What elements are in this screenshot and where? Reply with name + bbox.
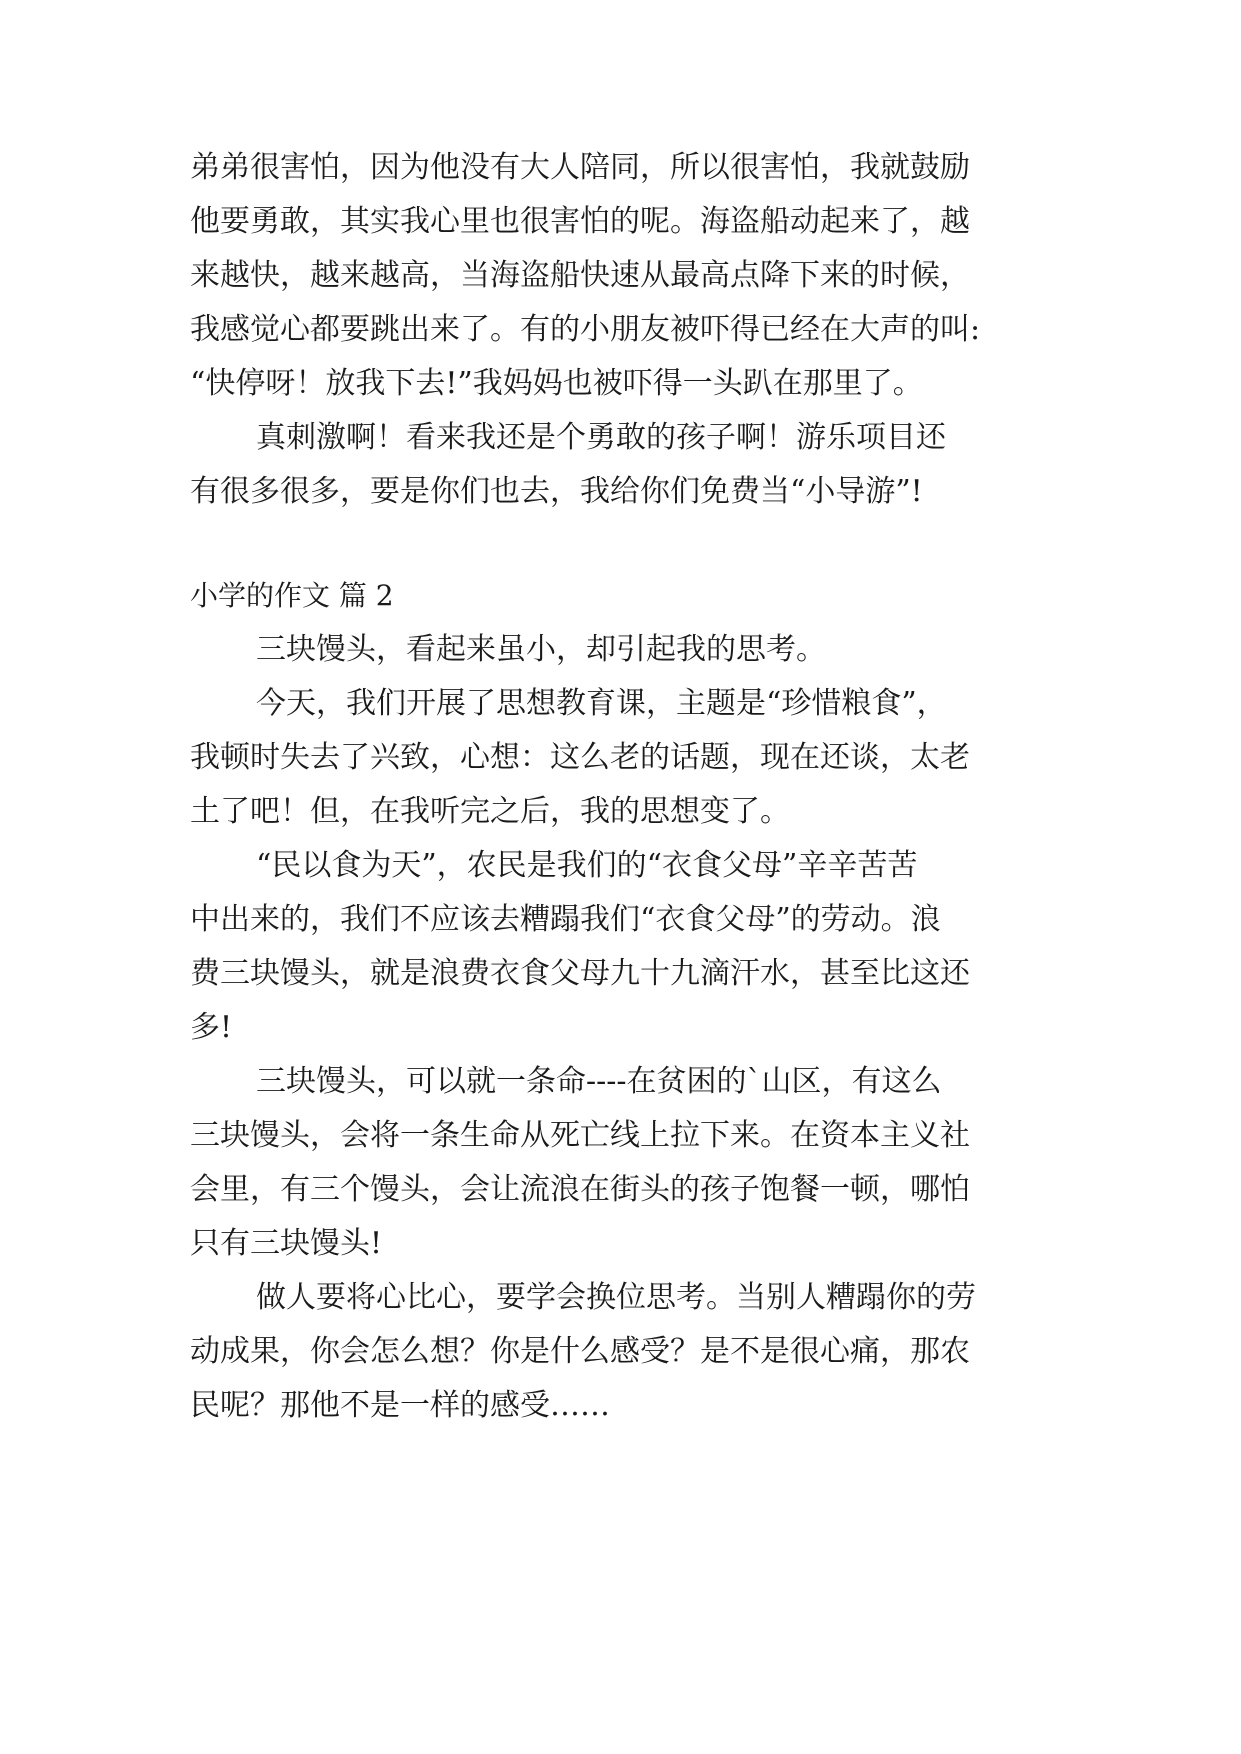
text-line: 只有三块馒头! [190, 1226, 383, 1261]
text-line: 我顿时失去了兴致，心想：这么老的话题，现在还谈，太老 [190, 740, 970, 775]
text-line: “快停呀！放我下去!”我妈妈也被吓得一头趴在那里了。 [190, 366, 923, 401]
text-line: 我感觉心都要跳出来了。有的小朋友被吓得已经在大声的叫: [190, 312, 981, 347]
text-line: 今天，我们开展了思想教育课，主题是“珍惜粮食”， [256, 686, 947, 721]
text-line: 民呢？那他不是一样的感受…… [190, 1388, 610, 1423]
text-line: 他要勇敢，其实我心里也很害怕的呢。海盗船动起来了，越 [190, 204, 970, 239]
text-line: “民以食为天”，农民是我们的“衣食父母”辛辛苦苦 [256, 848, 918, 883]
text-line: 真刺激啊！看来我还是个勇敢的孩子啊！游乐项目还 [256, 420, 946, 455]
text-line: 弟弟很害怕，因为他没有大人陪同，所以很害怕，我就鼓励 [190, 150, 970, 185]
text-line: 多! [190, 1010, 233, 1045]
text-line: 动成果，你会怎么想？你是什么感受？是不是很心痛，那农 [190, 1334, 970, 1369]
text-line: 土了吧！但，在我听完之后，我的思想变了。 [190, 794, 790, 829]
text-line: 中出来的，我们不应该去糟蹋我们“衣食父母”的劳动。浪 [190, 902, 941, 937]
text-line: 来越快，越来越高，当海盗船快速从最高点降下来的时候， [190, 258, 970, 293]
text-line: 三块馒头，会将一条生命从死亡线上拉下来。在资本主义社 [190, 1118, 970, 1153]
text-line: 费三块馒头，就是浪费衣食父母九十九滴汗水，甚至比这还 [190, 956, 970, 991]
text-line: 做人要将心比心，要学会换位思考。当别人糟蹋你的劳 [256, 1280, 976, 1315]
text-line: 会里，有三个馒头，会让流浪在街头的孩子饱餐一顿，哪怕 [190, 1172, 970, 1207]
text-line: 有很多很多，要是你们也去，我给你们免费当“小导游”! [190, 474, 923, 509]
text-line: 三块馒头，可以就一条命----在贫困的`山区，有这么 [256, 1064, 942, 1099]
text-line: 三块馒头，看起来虽小，却引起我的思考。 [256, 632, 826, 667]
essay-heading: 小学的作文 篇 2 [190, 579, 394, 612]
